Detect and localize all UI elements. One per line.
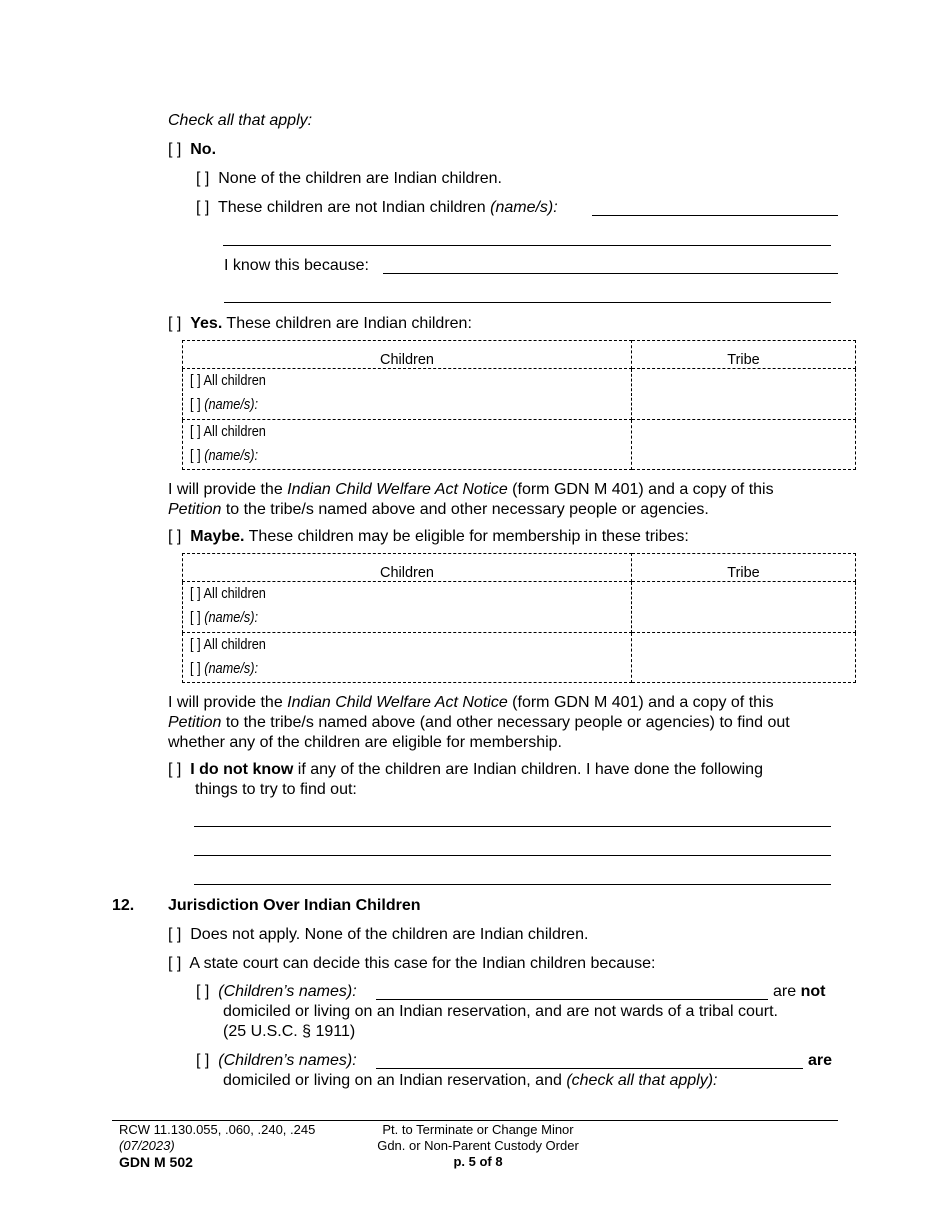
maybe-option <box>168 528 689 546</box>
no-names-option <box>196 199 558 217</box>
s12-domiciled: [ ] (Children’s names): <box>196 1052 357 1069</box>
no-reason-label: I know this because: <box>224 257 369 274</box>
no-option <box>168 141 216 159</box>
yes-row1-all: [ ] All children <box>190 373 266 389</box>
s12-not-domiciled-checkbox[interactable]: [ ] <box>196 983 210 1000</box>
no-none-option <box>196 170 502 188</box>
yes-row1-children[interactable] <box>183 369 632 420</box>
maybe-checkbox[interactable]: [ ] <box>168 528 182 545</box>
no-names-field[interactable] <box>592 215 838 216</box>
s12-not-domiciled-names-field[interactable] <box>376 999 768 1000</box>
maybe-row1-tribe[interactable] <box>632 582 856 633</box>
no-names-label: These children are not Indian children <box>217 199 491 216</box>
maybe-row2-names: [ ] (name/s): <box>190 661 259 677</box>
footer-divider <box>112 1120 838 1121</box>
maybe-col-children: Children <box>183 554 632 582</box>
yes-option <box>168 315 472 333</box>
dont-know-field-line2[interactable] <box>194 855 831 856</box>
yes-col-children: Children <box>183 341 632 369</box>
yes-row2-children[interactable] <box>183 420 632 470</box>
s12-not-domiciled-are: are not <box>773 983 826 1000</box>
no-none-checkbox[interactable]: [ ] <box>196 170 210 187</box>
yes-row2-names: [ ] (name/s): <box>190 448 259 464</box>
yes-tribe-table <box>182 340 856 470</box>
maybe-col-tribe: Tribe <box>632 554 856 582</box>
dont-know-text: if any of the children are Indian children. I have done the following <box>293 761 763 778</box>
maybe-row1-children[interactable] <box>183 582 632 633</box>
instruction-text: Check all that apply: <box>168 112 313 129</box>
maybe-tribe-table <box>182 553 856 683</box>
footer-rcw: RCW 11.130.055, .060, .240, .245 <box>119 1122 316 1137</box>
no-names-field-line2[interactable] <box>223 245 831 246</box>
yes-row1-tribe[interactable] <box>632 369 856 420</box>
yes-row2-all: [ ] All children <box>190 424 266 440</box>
yes-checkbox[interactable]: [ ] <box>168 315 182 332</box>
dont-know-text-line2: things to try to find out: <box>195 781 357 798</box>
dont-know-field-line3[interactable] <box>194 884 831 885</box>
maybe-text: These children may be eligible for membership in these tribes: <box>244 528 689 545</box>
no-checkbox[interactable]: [ ] <box>168 141 182 158</box>
s12-domiciled-line2: domiciled or living on an Indian reservation, and (check all that apply): <box>223 1072 718 1089</box>
maybe-row2-tribe[interactable] <box>632 633 856 683</box>
no-names-hint: (name/s): <box>490 199 558 216</box>
s12-domiciled-are: are <box>808 1052 833 1069</box>
yes-text: These children are Indian children: <box>222 315 472 332</box>
maybe-row2-all: [ ] All children <box>190 637 266 653</box>
footer-date: (07/2023) <box>119 1138 175 1153</box>
s12-does-not-apply: [ ] Does not apply. None of the children are Indian children. <box>168 926 589 943</box>
s12-not-domiciled-line2: domiciled or living on an Indian reservation, and are not wards of a tribal court. <box>223 1003 778 1020</box>
yes-col-tribe: Tribe <box>632 341 856 369</box>
no-label: No. <box>190 141 217 158</box>
footer-title-line2: Gdn. or Non-Parent Custody Order <box>377 1138 579 1153</box>
footer-form-number: GDN M 502 <box>119 1154 193 1170</box>
dont-know-option <box>168 761 763 779</box>
s12-not-domiciled: [ ] (Children’s names): <box>196 983 357 1000</box>
no-none-label: None of the children are Indian children. <box>218 170 502 187</box>
dont-know-checkbox[interactable]: [ ] <box>168 761 182 778</box>
maybe-provide-text: I will provide the Indian Child Welfare Act Notice (form GDN M 401) and a copy of this Petition to the tribe/s named above (and other necessary people or agencies) to find out whether any of the children are eligible for membership. <box>168 694 790 751</box>
yes-row1-names: [ ] (name/s): <box>190 397 259 413</box>
yes-provide-text: I will provide the Indian Child Welfare Act Notice (form GDN M 401) and a copy of this Petition to the tribe/s named above and other necessary people or agencies. <box>168 481 774 518</box>
dont-know-field-line1[interactable] <box>194 826 831 827</box>
yes-row2-tribe[interactable] <box>632 420 856 470</box>
dont-know-label: I do not know <box>190 761 294 778</box>
s12-not-domiciled-line3: (25 U.S.C. § 1911) <box>223 1023 356 1040</box>
maybe-row1-names: [ ] (name/s): <box>190 610 259 626</box>
s12-does-not-apply-checkbox[interactable]: [ ] <box>168 926 182 943</box>
yes-label: Yes. <box>190 315 223 332</box>
maybe-row2-children[interactable] <box>183 633 632 683</box>
no-reason-field[interactable] <box>383 273 838 274</box>
s12-domiciled-checkbox[interactable]: [ ] <box>196 1052 210 1069</box>
no-names-checkbox[interactable]: [ ] <box>196 199 210 216</box>
footer-title-line1: Pt. to Terminate or Change Minor <box>382 1122 574 1137</box>
no-reason-field-line2[interactable] <box>224 302 831 303</box>
maybe-row1-all: [ ] All children <box>190 586 266 602</box>
footer-page-number: p. 5 of 8 <box>453 1154 503 1169</box>
s12-domiciled-names-field[interactable] <box>376 1068 803 1069</box>
section-number: 12. <box>112 897 135 914</box>
section-title: Jurisdiction Over Indian Children <box>168 897 421 914</box>
maybe-label: Maybe. <box>190 528 245 545</box>
s12-state-court-checkbox[interactable]: [ ] <box>168 955 182 972</box>
s12-state-court: [ ] A state court can decide this case for the Indian children because: <box>168 955 656 972</box>
